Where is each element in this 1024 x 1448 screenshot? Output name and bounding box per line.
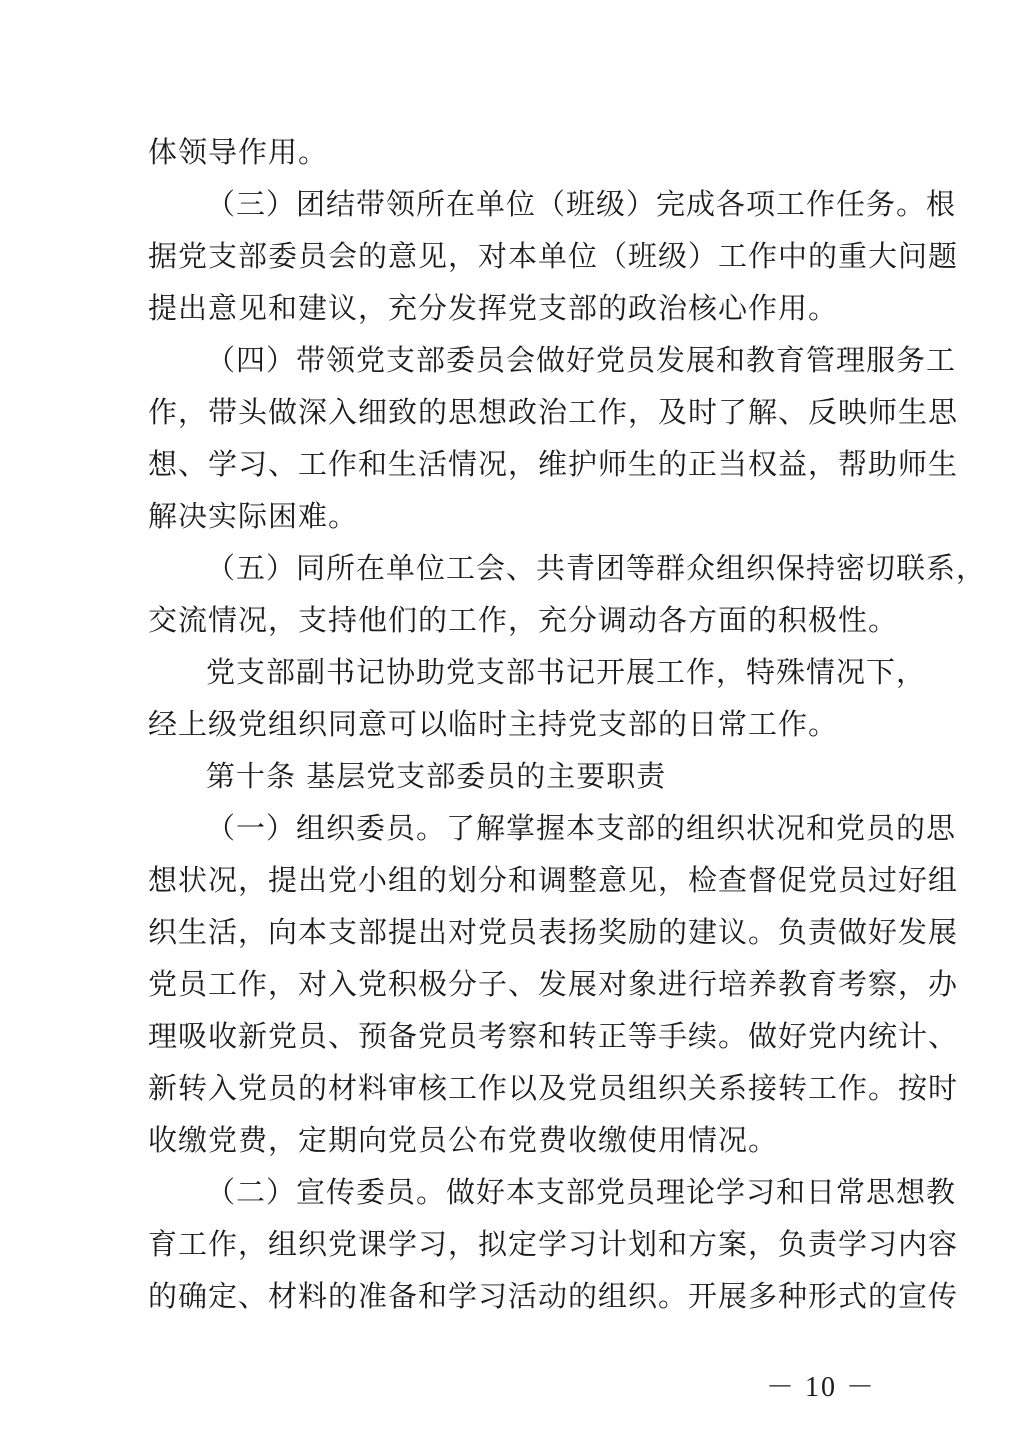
text-line-10: 交流情况，支持他们的工作，充分调动各方面的积极性。 [148, 603, 899, 637]
text-line-16: 织生活，向本支部提出对党员表扬奖励的建议。负责做好发展 [148, 915, 959, 949]
page-number: － 10 － [765, 1372, 876, 1403]
text-line-6: 作，带头做深入细致的思想政治工作，及时了解、反映师生思 [148, 395, 959, 429]
text-line-11: 党支部副书记协助党支部书记开展工作，特殊情况下， [206, 655, 927, 689]
text-line-19: 新转入党员的材料审核工作以及党员组织关系接转工作。按时 [148, 1071, 959, 1105]
text-line-20: 收缴党费，定期向党员公布党费收缴使用情况。 [148, 1123, 779, 1157]
text-line-14: （一）组织委员。了解掌握本支部的组织状况和党员的思 [206, 811, 957, 845]
text-line-8: 解决实际困难。 [148, 499, 359, 533]
text-line-5: （四）带领党支部委员会做好党员发展和教育管理服务工 [206, 343, 957, 377]
text-line-23: 的确定、材料的准备和学习活动的组织。开展多种形式的宣传 [148, 1279, 959, 1313]
text-line-17: 党员工作，对入党积极分子、发展对象进行培养教育考察，办 [148, 967, 959, 1001]
text-line-21: （二）宣传委员。做好本支部党员理论学习和日常思想教 [206, 1175, 957, 1209]
section-heading: 第十条 基层党支部委员的主要职责 [206, 759, 667, 793]
text-line-9: （五）同所在单位工会、共青团等群众组织保持密切联系， [206, 551, 987, 585]
text-line-7: 想、学习、工作和生活情况，维护师生的正当权益，帮助师生 [148, 447, 959, 481]
text-line-2: （三）团结带领所在单位（班级）完成各项工作任务。根 [206, 187, 957, 221]
text-line-1: 体领导作用。 [148, 135, 329, 169]
text-line-15: 想状况，提出党小组的划分和调整意见，检查督促党员过好组 [148, 863, 959, 897]
text-line-4: 提出意见和建议，充分发挥党支部的政治核心作用。 [148, 291, 839, 325]
text-line-12: 经上级党组织同意可以临时主持党支部的日常工作。 [148, 707, 839, 741]
text-line-3: 据党支部委员会的意见，对本单位（班级）工作中的重大问题 [148, 239, 959, 273]
text-line-18: 理吸收新党员、预备党员考察和转正等手续。做好党内统计、 [148, 1019, 959, 1053]
text-line-22: 育工作，组织党课学习，拟定学习计划和方案，负责学习内容 [148, 1227, 959, 1261]
